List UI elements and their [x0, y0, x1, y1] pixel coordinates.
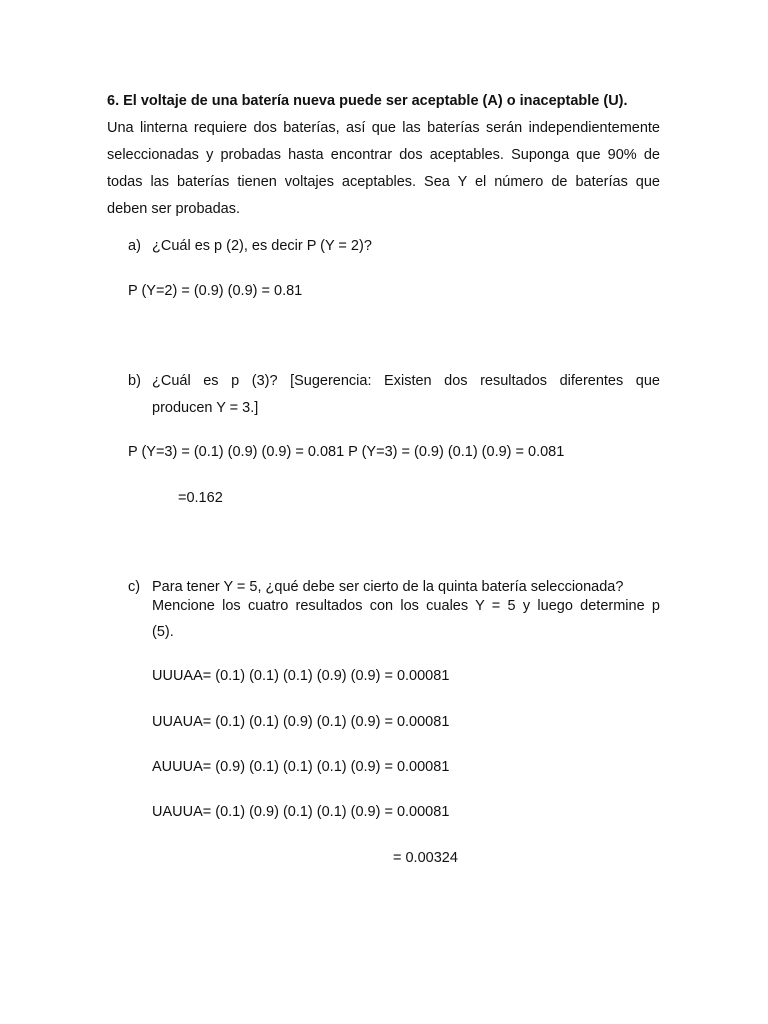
statement-line: deben ser probadas.: [107, 201, 241, 217]
part-c-question-line: Mencione los cuatro resultados con los cuales Y = 5 y luego determine p: [152, 598, 660, 614]
problem-heading: 6. El voltaje de una batería nueva puede ser aceptable (A) o inaceptable (U).: [107, 93, 628, 109]
part-b-marker: b): [128, 373, 141, 389]
part-a-answer: P (Y=2) = (0.9) (0.9) = 0.81: [128, 283, 303, 299]
part-a-question: ¿Cuál es p (2), es decir P (Y = 2)?: [152, 238, 372, 254]
part-c-question-line: Para tener Y = 5, ¿qué debe ser cierto de la quinta batería seleccionada?: [152, 579, 624, 595]
part-c-total: = 0.00324: [393, 850, 458, 866]
part-a-marker: a): [128, 238, 141, 254]
outcome-line: UUAUA= (0.1) (0.1) (0.9) (0.1) (0.9) = 0.00081: [152, 714, 450, 730]
statement-line: seleccionadas y probadas hasta encontrar dos aceptables. Suponga que 90% de: [107, 147, 660, 163]
outcome-line: UUUAA= (0.1) (0.1) (0.1) (0.9) (0.9) = 0.00081: [152, 668, 450, 684]
part-b-question-line: ¿Cuál es p (3)? [Sugerencia: Existen dos resultados diferentes que: [152, 373, 660, 389]
part-b-answer: P (Y=3) = (0.1) (0.9) (0.9) = 0.081 P (Y=3) = (0.9) (0.1) (0.9) = 0.081: [128, 444, 565, 460]
part-c-marker: c): [128, 579, 141, 595]
part-b-total: =0.162: [178, 490, 223, 506]
outcome-line: UAUUA= (0.1) (0.9) (0.1) (0.1) (0.9) = 0.00081: [152, 804, 450, 820]
part-b-question-line: producen Y = 3.]: [152, 400, 259, 416]
statement-line: Una linterna requiere dos baterías, así que las baterías serán independientemente: [107, 120, 660, 136]
part-c-question-line: (5).: [152, 624, 174, 640]
statement-line: todas las baterías tienen voltajes aceptables. Sea Y el número de baterías que: [107, 174, 660, 190]
outcome-line: AUUUA= (0.9) (0.1) (0.1) (0.1) (0.9) = 0.00081: [152, 759, 450, 775]
